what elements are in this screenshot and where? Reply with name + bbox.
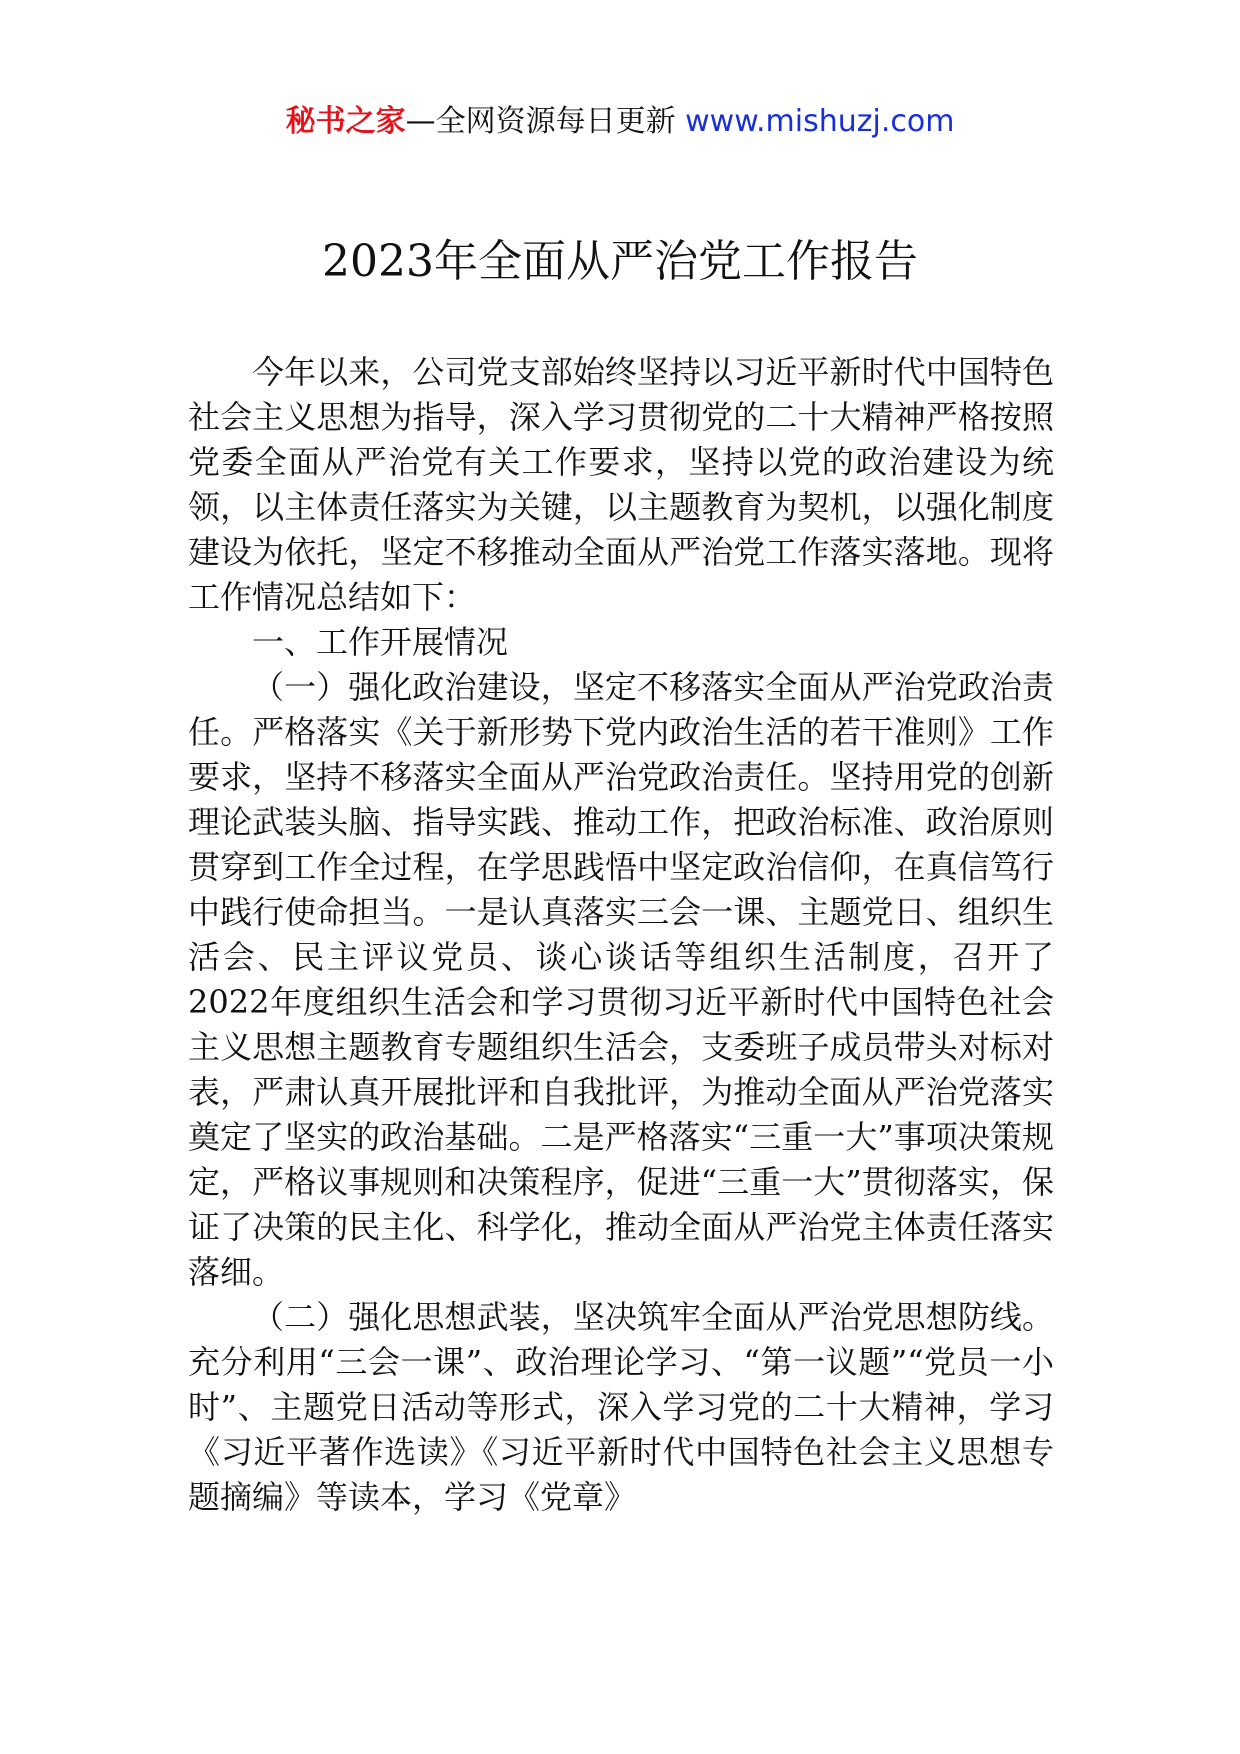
- paragraph-political-building: （一）强化政治建设，坚定不移落实全面从严治党政治责任。严格落实《关于新形势下党内政治生活的若干准则》工作要求，坚持不移落实全面从严治党政治责任。坚持用党的创新理论武装头脑、指导实践、推动工作，把政治标准、政治原则贯穿到工作全过程，在学思践悟中坚定政治信仰，在真信笃行中践行使命担当。一是认真落实三会一课、主题党日、组织生活会、民主评议党员、谈心谈话等组织生活制度，召开了2022年度组织生活会和学习贯彻习近平新时代中国特色社会主义思想主题教育专题组织生活会，支委班子成员带头对标对表，严肃认真开展批评和自我批评，为推动全面从严治党落实奠定了坚实的政治基础。二是严格落实“三重一大”事项决策规定，严格议事规则和决策程序，促进“三重一大”贯彻落实，保证了决策的民主化、科学化，推动全面从严治党主体责任落实落细。: [188, 668, 1054, 1291]
- document-body: [188, 350, 1054, 1520]
- site-brand: 秘书之家: [285, 104, 406, 139]
- site-header-banner: [0, 100, 1240, 144]
- paragraph-intro: 今年以来，公司党支部始终坚持以习近平新时代中国特色社会主义思想为指导，深入学习贯彻党的二十大精神严格按照党委全面从严治党有关工作要求，坚持以党的政治建设为统领，以主体责任落实为关键，以主题教育为契机，以强化制度建设为依托，坚定不移推动全面从严治党工作落实落地。现将工作情况总结如下：: [188, 353, 1054, 616]
- site-tagline: —全网资源每日更新: [405, 104, 686, 139]
- site-url-link[interactable]: www.mishuzj.com: [685, 104, 955, 139]
- paragraph-ideological-arming: （二）强化思想武装，坚决筑牢全面从严治党思想防线。充分利用“三会一课”、政治理论学习、“第一议题”“党员一小时”、主题党日活动等形式，深入学习党的二十大精神，学习《习近平著作选读》《习近平新时代中国特色社会主义思想专题摘编》等读本，学习《党章》: [188, 1298, 1054, 1516]
- section-heading-1: 一、工作开展情况: [252, 623, 509, 661]
- document-title: 2023年全面从严治党工作报告: [322, 236, 918, 287]
